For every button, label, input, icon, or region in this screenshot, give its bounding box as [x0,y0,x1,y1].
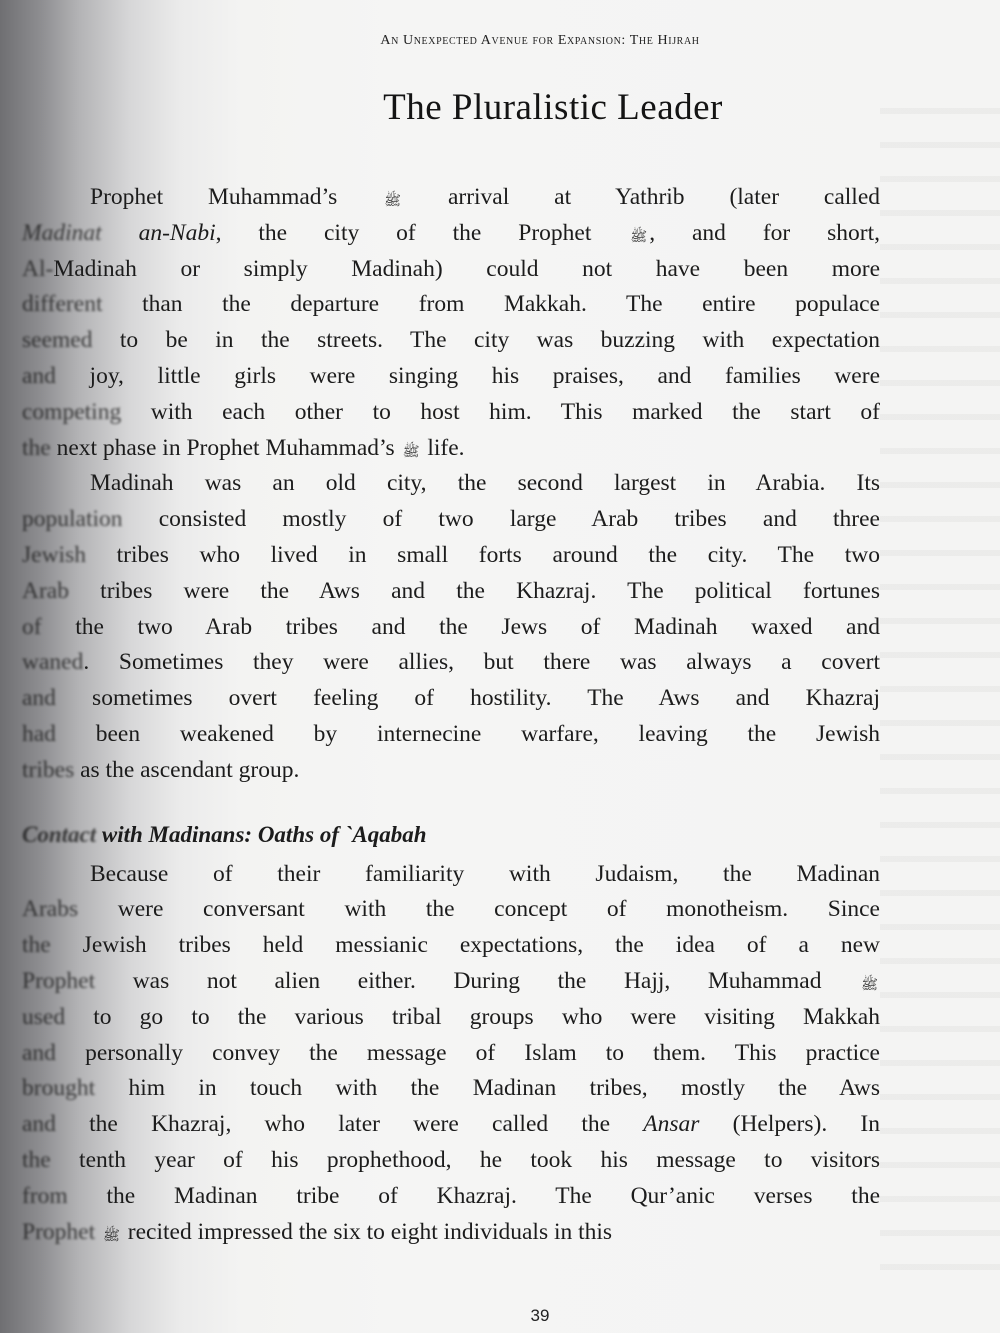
text-line [22,252,880,288]
text-run: than the departure from Makkah. The entire populace [102,291,880,318]
text-line [22,216,880,252]
text-run: arrival at Yathrib (later called [447,184,881,210]
text-line [22,610,880,646]
text-line [22,645,880,681]
gutter-word: different [22,291,103,318]
text-run: recited impressed the six to eight individuals in this [121,1218,613,1245]
text-run: the Madinan tribe of Khazraj. The Qur’anic verses the [67,1182,880,1209]
text-line [22,1071,880,1107]
gutter-word: Jewish [22,541,86,568]
text-line [22,1215,880,1251]
salawat-calligraphy-icon: ﷺ [630,229,648,245]
subheading-text: with Madinans: Oaths of `Aqabah [96,821,427,847]
text-line [22,892,880,928]
text-line [22,1000,880,1036]
gutter-word: Prophet [22,1218,96,1245]
gutter-word: population [22,506,123,533]
text-run: tribes were the Aws and the Khazraj. The political fortunes [68,577,880,604]
gutter-word: Prophet [22,967,96,994]
text-line [22,287,880,323]
bleed-through-shadow [880,80,1000,1280]
text-run: was not alien either. During the Hajj, Muhammad [95,967,822,994]
gutter-word: brought [22,1075,96,1102]
gutter-word: the [22,434,51,461]
gutter-word: Al- [22,255,54,282]
text-line [22,928,880,964]
text-line [22,359,880,395]
text-run: him in touch with the Madinan tribes, mostly the Aws [95,1075,880,1102]
gutter-word: competing [22,398,122,425]
text-line [22,1179,880,1215]
text-line [22,717,880,753]
gutter-word: and [22,362,56,389]
paragraph-contact-madinans [22,857,880,1251]
body-text [22,180,880,1250]
text-line [22,1036,880,1072]
text-line [22,574,880,610]
text-run: tenth year of his prophethood, he took his message to visitors [50,1146,880,1173]
salawat-calligraphy-icon: ﷺ [402,444,420,460]
gutter-word: and [22,685,56,712]
gutter-word: waned [22,649,84,676]
text-line [22,395,880,431]
text-line [22,1143,880,1179]
chapter-title: The Pluralistic Leader [383,87,723,128]
text-run: , and for short, [649,219,881,246]
text-run: (Helpers). In [699,1111,881,1138]
text-run: personally convey the message of Islam to them. This practice [55,1039,880,1066]
text-run: to go to the various tribal groups who were visiting Makkah [65,1003,880,1030]
text-run: Madinah was an old city, the second largest in Arabia. Its [90,470,880,497]
text-run: next phase in Prophet Muhammad’s [50,434,395,461]
text-run: . Sometimes they were allies, but there was always a covert [83,649,880,676]
text-run: tribes who lived in small forts around the city. The two [85,541,880,568]
text-line [22,466,880,502]
text-run: joy, little girls were singing his praises, and families were [55,362,880,389]
text-line [22,323,880,359]
gutter-word: and [22,1111,56,1138]
text-line [22,681,880,717]
text-run: the two Arab tribes and the Jews of Madinah waxed and [41,613,880,640]
section-subheading [22,819,880,851]
text-run: Madinah or simply Madinah) could not have been more [53,255,880,282]
text-line [22,502,880,538]
text-line [22,180,880,216]
text-run: life. [421,434,465,461]
text-run: were conversant with the concept of monotheism. Since [78,896,880,923]
text-line [22,964,880,1000]
gutter-word: Arab [22,577,69,604]
running-head: An Unexpected Avenue for Expansion: The Hijrah [380,33,700,48]
paragraph-arrival [22,180,880,466]
gutter-word: from [22,1182,68,1209]
text-run: sometimes overt feeling of hostility. The Aws and Khazraj [55,685,880,712]
gutter-word: tribes [22,756,75,783]
text-run: as the ascendant group. [74,756,300,783]
text-run: Because of their familiarity with Judaism, the Madinan [90,860,880,887]
text-run: consisted mostly of two large Arab tribes and three [122,506,880,533]
gutter-word: Madinat [22,219,102,246]
salawat-calligraphy-icon: ﷺ [384,194,402,209]
gutter-word: the [22,932,51,959]
text-line [22,753,880,789]
italic-term: an-Nabi [138,219,216,246]
gutter-word: the [22,1146,51,1173]
salawat-calligraphy-icon: ﷺ [102,1228,120,1244]
text-run: Prophet Muhammad’s [90,184,338,210]
gutter-word: had [22,720,56,747]
page-number: 39 [530,1306,550,1325]
gutter-word: Contact [22,821,97,847]
text-run: the Khazraj, who later were called the [89,1111,644,1138]
text-run: , the city of the Prophet [215,219,592,246]
text-line [22,538,880,574]
text-run: Jewish tribes held messianic expectations, the idea of a new [50,932,880,959]
salawat-calligraphy-icon: ﷺ [861,977,878,993]
gutter-word: Arabs [22,896,79,923]
text-run: been weakened by internecine warfare, leaving the Jewish [55,720,880,747]
text-line [22,431,880,467]
gutter-word: and [22,1039,56,1066]
text-line [22,857,880,893]
gutter-word: seemed [22,327,93,354]
text-line [22,1107,880,1143]
gutter-word: of [22,613,42,640]
paragraph-madinah-tribes [22,466,880,788]
italic-term: Ansar [643,1111,700,1138]
gutter-word: used [22,1003,66,1030]
text-run: with each other to host him. This marked the start of [121,398,880,425]
text-run: to be in the streets. The city was buzzing with expectation [92,327,880,354]
